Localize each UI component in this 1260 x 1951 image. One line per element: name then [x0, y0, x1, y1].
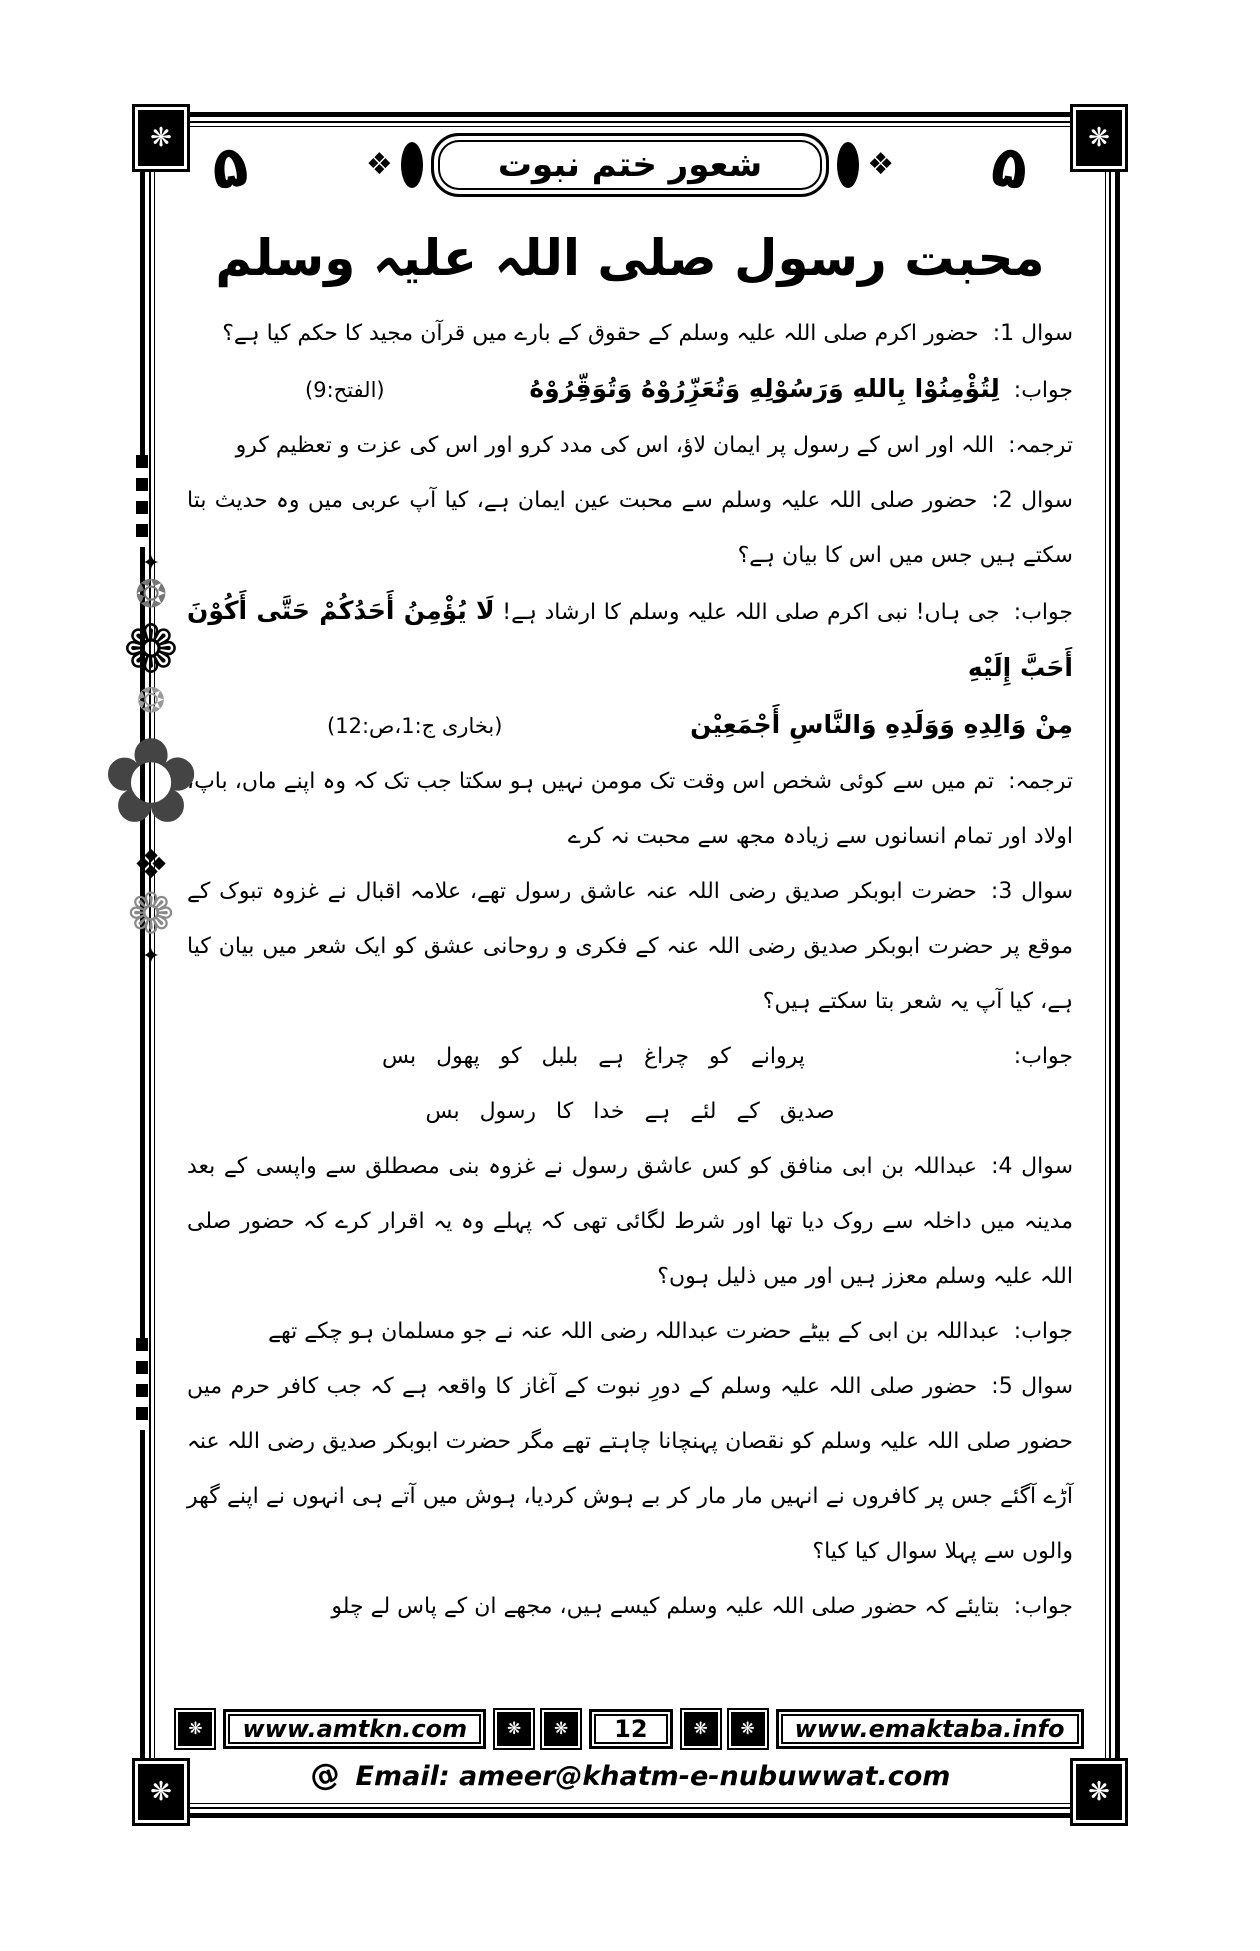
contact-email: Email: ameer@khatm-e-nubuwwat.com: [355, 1761, 951, 1792]
website-right: www.emaktaba.info: [776, 1709, 1084, 1749]
corner-rosette-icon: ❋: [1073, 107, 1125, 169]
diamond-ornament-icon: ✦: [141, 551, 161, 576]
medallion-ornament-icon: ❂: [136, 681, 166, 722]
qa-label: ترجمہ:: [1008, 768, 1073, 794]
hadith-citation: (بخاری ج:1،ص:12): [327, 713, 503, 738]
flourish-ornament-icon: ۵: [207, 130, 252, 204]
rosette-icon: ❋: [542, 1710, 580, 1748]
header-banner: [187, 130, 1073, 204]
answer-5: [187, 1579, 1073, 1634]
hadith-arabic: لَا يُؤْمِنُ أَحَدُكُمْ حَتَّى أَكُوْنَ أَحَبَّ إِلَيْهِ: [187, 595, 1073, 682]
question-1: [187, 306, 1073, 361]
qa-text: عبداللہ بن ابی کے بیٹے حضرت عبداللہ رضی اللہ عنہ نے جو مسلمان ہو چکے تھے: [268, 1318, 1000, 1344]
answer-2-line2: [187, 697, 1073, 754]
qa-text: عبداللہ بن ابی منافق کو کس عاشق رسول نے غزوہ بنی مصطلق سے واپسی کے بعد مدینہ میں داخلہ سے روک دیا تھا اور شرط لگائی تھی کہ پہلے وہ یہ اقرار کرے کہ حضور صلی اللہ علیہ وسلم معزز ہیں اور میں ذلیل ہوں؟: [187, 1153, 1073, 1289]
diamond-ornament-icon: ❖: [365, 147, 393, 182]
spiral-ornament-icon: @: [304, 1754, 345, 1797]
page-frame: [140, 112, 1120, 1818]
corner-rosette-icon: ❋: [135, 1761, 187, 1823]
footer-email-row: [159, 1755, 1101, 1797]
qa-label: سوال 4:: [991, 1153, 1074, 1179]
flower-ornament-icon: ❁: [127, 881, 175, 947]
verse-citation: (الفتح:9): [305, 377, 385, 402]
blossom-ornament-icon: ✿: [101, 711, 201, 850]
answer-3-verse-line2: [187, 1084, 1073, 1139]
qa-text: اللہ اور اس کے رسول پر ایمان لاؤ، اس کی مدد کرو اور اس کی عزت و تعظیم کرو: [235, 432, 995, 458]
qa-text: جی ہاں! نبی اکرم صلی اللہ علیہ وسلم کا ارشاد ہے!: [502, 599, 1000, 625]
rosette-icon: ❋: [495, 1710, 533, 1748]
border-dash-segment: [136, 455, 148, 547]
footer-bar: [159, 1709, 1101, 1749]
qa-label: سوال 5:: [991, 1373, 1074, 1399]
border-dash-segment: [136, 1338, 148, 1430]
question-5: [187, 1359, 1073, 1579]
series-title: شعور ختم نبوت: [431, 133, 829, 197]
qa-label: جواب:: [1013, 1318, 1073, 1344]
answer-2-line1: [187, 583, 1073, 697]
poem-line: صدیق کے لئے ہے خدا کا رسول بس: [425, 1098, 835, 1124]
question-3: [187, 864, 1073, 1029]
qa-text: حضور صلی اللہ علیہ وسلم کے دورِ نبوت کے آغاز کا واقعہ ہے کہ جب کافر حرم میں حضور صلی اللہ علیہ وسلم کو نقصان پہنچانا چاہتے تھے مگر حضرت ابوبکر صدیق رضی اللہ عنہ آڑے آگئے جس پر کافروں نے انہیں مار مار کر بے ہوش کردیا، ہوش میں آتے ہی انہوں نے اپنے گھر والوں سے پہلا سوال کیا کیا؟: [187, 1373, 1073, 1564]
page-content: [159, 125, 1101, 1805]
rosette-icon: ❋: [682, 1710, 720, 1748]
qa-label: جواب:: [1013, 1593, 1073, 1619]
quran-verse: لِتُؤْمِنُوْا بِاللهِ وَرَسُوْلِهِ وَتُعَزِّرُوْهُ وَتُوَقِّرُوْهُ: [529, 373, 1000, 403]
qa-text: تم میں سے کوئی شخص اس وقت تک مومن نہیں ہو سکتا جب تک کہ وہ اپنے ماں، باپ، اولاد اور تمام انسانوں سے زیادہ مجھ سے محبت نہ کرے: [187, 768, 1073, 849]
corner-rosette-icon: ❋: [135, 107, 187, 169]
qa-text: حضور صلی اللہ علیہ وسلم سے محبت عین ایمان ہے، کیا آپ عربی میں وہ حدیث بتا سکتے ہیں جس میں اس کا بیان ہے؟: [187, 487, 1073, 568]
diamond-ornament-icon: ✦: [141, 943, 161, 969]
qa-label: جواب:: [1013, 599, 1073, 625]
translation-1: [187, 418, 1073, 473]
question-2: [187, 473, 1073, 583]
translation-2: [187, 754, 1073, 864]
banner-endcap: [401, 142, 423, 188]
qa-text: حضور اکرم صلی اللہ علیہ وسلم کے حقوق کے بارے میں قرآن مجید کا حکم کیا ہے؟: [222, 320, 979, 346]
qa-label: سوال 3:: [990, 878, 1073, 904]
hadith-arabic: مِنْ وَالِدِهِ وَوَلَدِهِ وَالنَّاسِ أَجْمَعِيْن: [690, 709, 1073, 739]
qa-label: جواب:: [1013, 377, 1073, 403]
qa-text: بتایئے کہ حضور صلی اللہ علیہ وسلم کیسے ہیں، مجھے ان کے پاس لے چلو: [331, 1593, 1000, 1619]
flower-ornament-icon: ❁: [123, 610, 179, 688]
fleuron-ornament-icon: ❖: [133, 841, 169, 888]
flourish-ornament-icon: ۵: [987, 130, 1032, 204]
qa-label: سوال 1:: [992, 320, 1073, 346]
rosette-icon: ❋: [729, 1710, 767, 1748]
page-title: محبت رسول صلی اللہ علیہ وسلم: [215, 229, 1045, 287]
answer-4: [187, 1304, 1073, 1359]
left-margin-ornaments: [92, 552, 210, 968]
qa-text: حضرت ابوبکر صدیق رضی اللہ عنہ عاشق رسول تھے، علامہ اقبال نے غزوہ تبوک کے موقع پر حضرت ابوبکر صدیق رضی اللہ عنہ کے فکری و روحانی عشق کو ایک شعر میں بیان کیا ہے، کیا آپ یہ شعر بتا سکتے ہیں؟: [187, 878, 1073, 1014]
answer-3-verse-line1: [187, 1029, 1073, 1084]
qa-label: ترجمہ:: [1008, 432, 1073, 458]
qa-label: سوال 2:: [991, 487, 1073, 513]
medallion-ornament-icon: ❂: [135, 572, 167, 617]
rosette-icon: ❋: [176, 1710, 214, 1748]
banner-endcap: [837, 142, 859, 188]
corner-rosette-icon: ❋: [1073, 1761, 1125, 1823]
qa-label: جواب:: [1013, 1043, 1073, 1069]
diamond-ornament-icon: ❖: [867, 147, 895, 182]
website-left: www.amtkn.com: [223, 1709, 486, 1749]
question-4: [187, 1139, 1073, 1304]
answer-1: [187, 361, 1073, 418]
page-number: 12: [589, 1709, 672, 1749]
poem-line: پروانے کو چراغ ہے بلبل کو پھول بس: [381, 1043, 805, 1069]
